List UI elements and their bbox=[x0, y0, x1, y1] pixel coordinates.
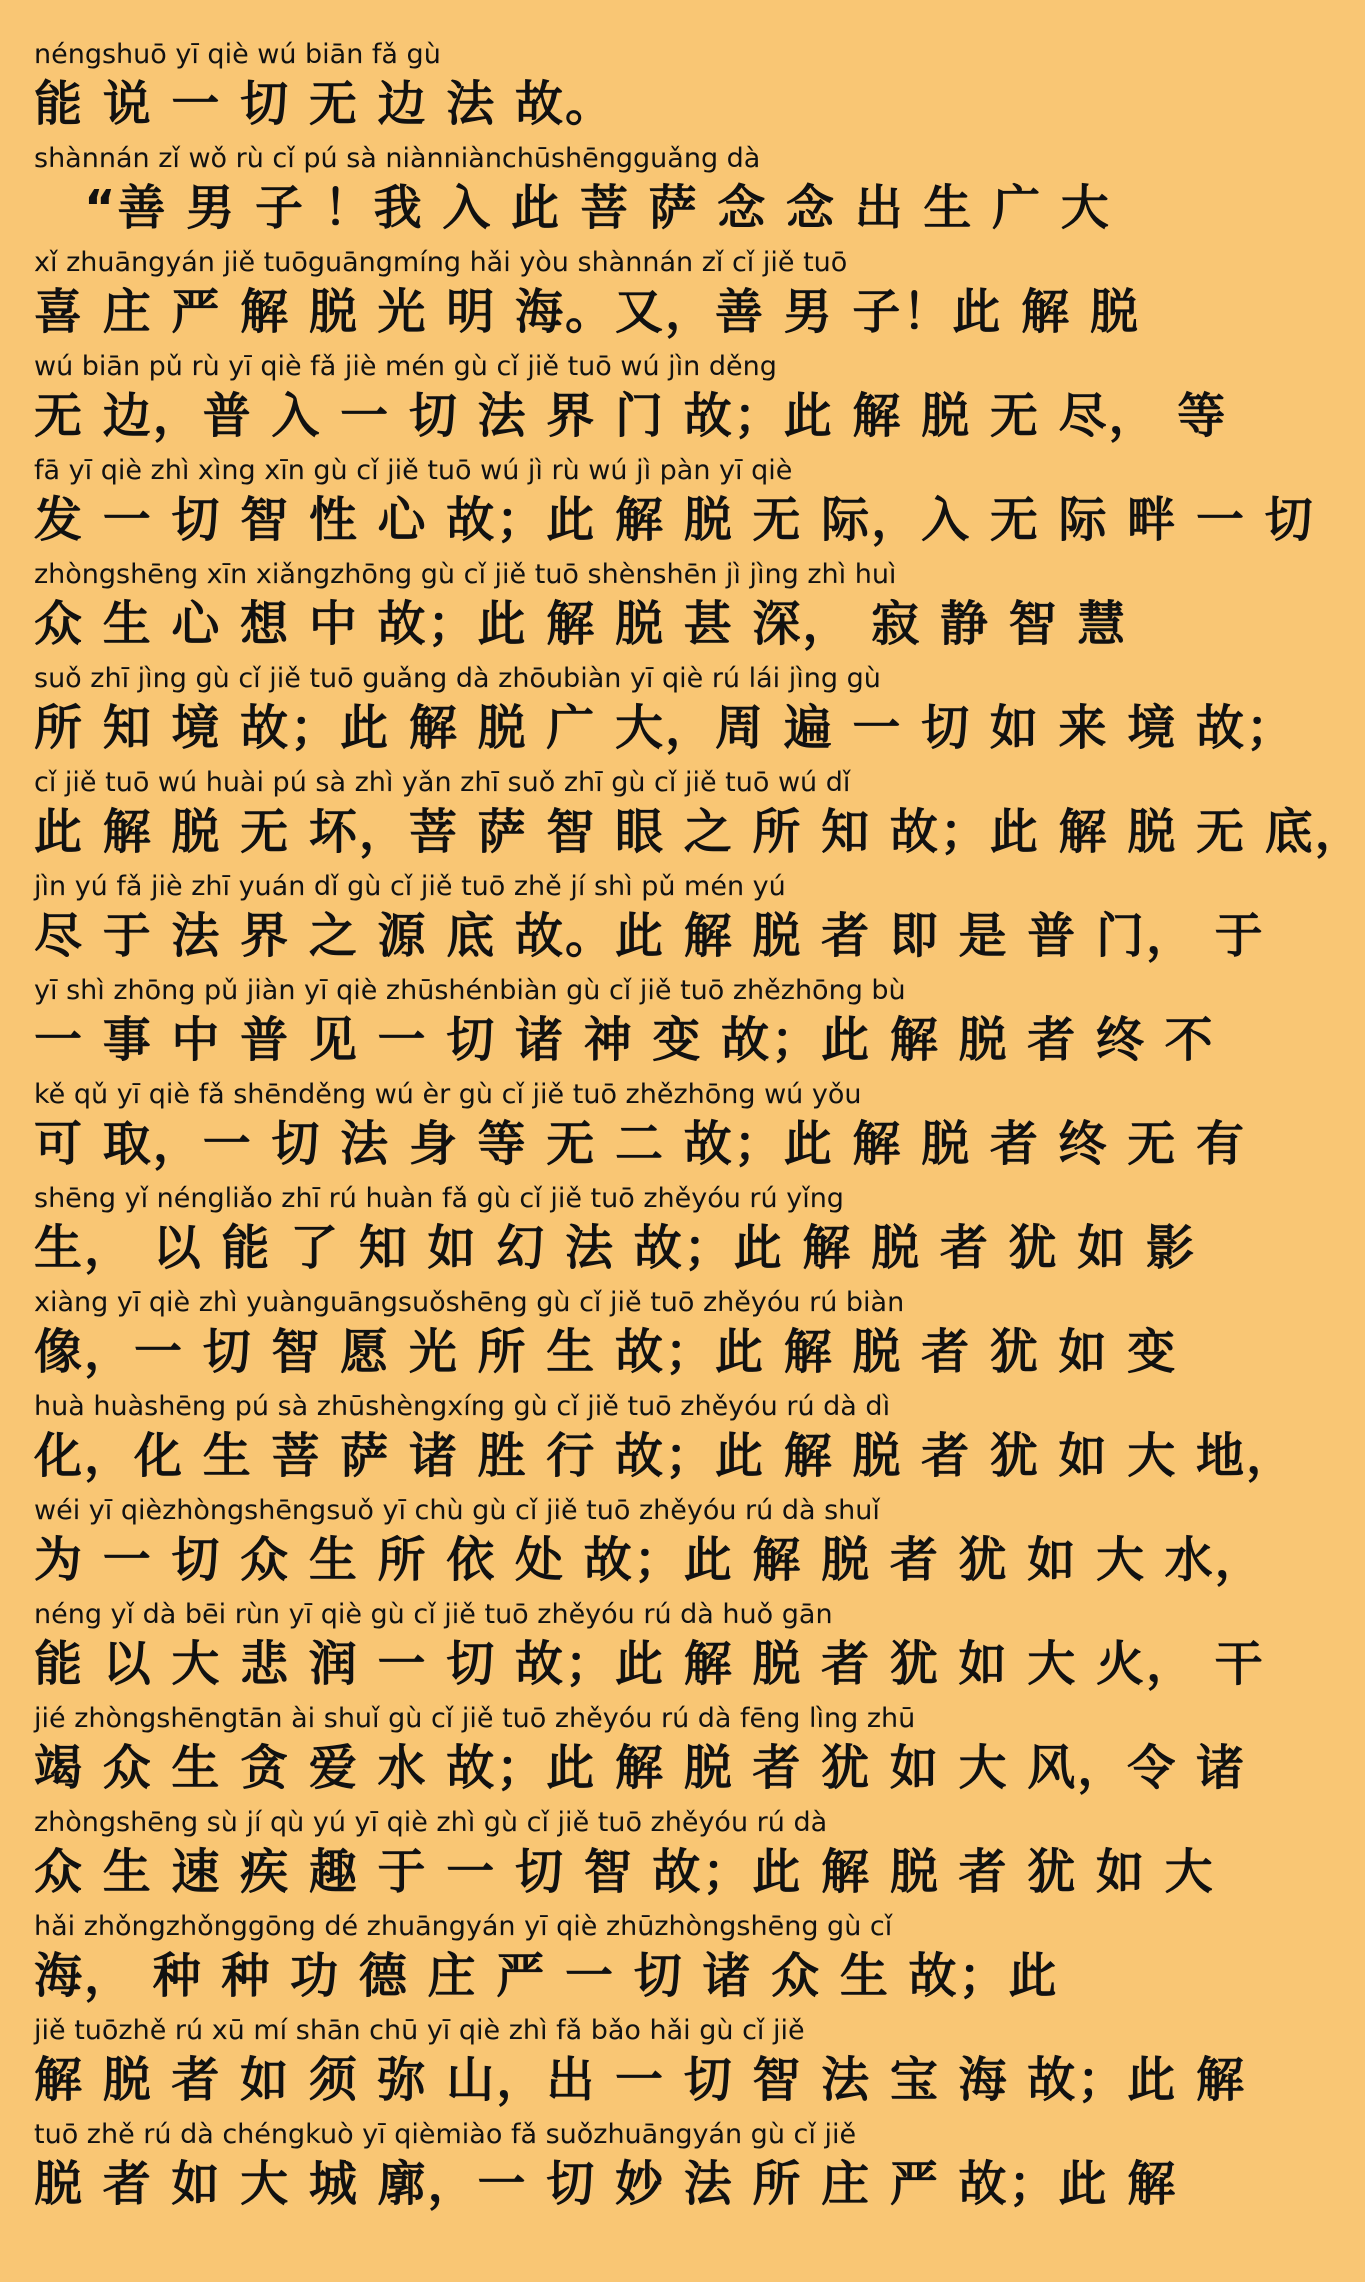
pinyin-text: cǐ jiě tuō wú huài pú sà zhì yǎn zhī suǒ zhī gù cǐ jiě tuō wú dǐ bbox=[34, 767, 851, 798]
verse-line bbox=[0, 2118, 1178, 2222]
verse-line bbox=[0, 142, 1111, 246]
verse-line bbox=[0, 1598, 1265, 1702]
verse-line bbox=[0, 454, 1315, 558]
verse-line bbox=[0, 1390, 1296, 1494]
verse-line bbox=[0, 974, 1215, 1078]
hanzi-text: 为 一 切 众 生 所 依 处 故；此 解 脱 者 犹 如 大 水， bbox=[34, 1532, 1265, 1588]
pinyin-text: fā yī qiè zhì xìng xīn gù cǐ jiě tuō wú jì rù wú jì pàn yī qiè bbox=[34, 455, 793, 486]
verse-line bbox=[0, 1078, 1246, 1182]
pinyin-text: néngshuō yī qiè wú biān fǎ gù bbox=[34, 39, 441, 70]
hanzi-text: 脱 者 如 大 城 廓，一 切 妙 法 所 庄 严 故；此 解 bbox=[34, 2156, 1178, 2212]
hanzi-text: 解 脱 者 如 须 弥 山，出 一 切 智 法 宝 海 故；此 解 bbox=[34, 2052, 1246, 2108]
verse-line bbox=[0, 870, 1265, 974]
verse-line bbox=[0, 1286, 1178, 1390]
pinyin-text: huà huàshēng pú sà zhūshèngxíng gù cǐ jiě tuō zhěyóu rú dà dì bbox=[34, 1391, 891, 1422]
verse-line bbox=[0, 1182, 1196, 1286]
verse-line bbox=[0, 246, 1140, 350]
pinyin-text: jìn yú fǎ jiè zhī yuán dǐ gù cǐ jiě tuō zhě jí shì pǔ mén yú bbox=[34, 871, 786, 902]
pinyin-text: shànnán zǐ wǒ rù cǐ pú sà niànniànchūshēngguǎng dà bbox=[34, 143, 761, 174]
pinyin-text: zhòngshēng sù jí qù yú yī qiè zhì gù cǐ jiě tuō zhěyóu rú dà bbox=[34, 1807, 828, 1838]
pinyin-text: zhòngshēng xīn xiǎngzhōng gù cǐ jiě tuō shènshēn jì jìng zhì huì bbox=[34, 559, 897, 590]
pinyin-text: yī shì zhōng pǔ jiàn yī qiè zhūshénbiàn gù cǐ jiě tuō zhězhōng bù bbox=[34, 975, 906, 1006]
hanzi-text: 可 取，一 切 法 身 等 无 二 故；此 解 脱 者 终 无 有 bbox=[34, 1116, 1246, 1172]
verse-line bbox=[0, 766, 1365, 870]
hanzi-text: 发 一 切 智 性 心 故；此 解 脱 无 际，入 无 际 畔 一 切 bbox=[34, 492, 1315, 548]
hanzi-text: 众 生 速 疾 趣 于 一 切 智 故；此 解 脱 者 犹 如 大 bbox=[34, 1844, 1215, 1900]
hanzi-text: 此 解 脱 无 坏，菩 萨 智 眼 之 所 知 故；此 解 脱 无 底， bbox=[34, 804, 1365, 860]
hanzi-text: 无 边，普 入 一 切 法 界 门 故；此 解 脱 无 尽， 等 bbox=[34, 388, 1228, 444]
verse-line bbox=[0, 558, 1128, 662]
pinyin-text: suǒ zhī jìng gù cǐ jiě tuō guǎng dà zhōubiàn yī qiè rú lái jìng gù bbox=[34, 663, 881, 694]
verse-line bbox=[0, 1494, 1265, 1598]
hanzi-text: 像，一 切 智 愿 光 所 生 故；此 解 脱 者 犹 如 变 bbox=[34, 1324, 1178, 1380]
pinyin-text: wú biān pǔ rù yī qiè fǎ jiè mén gù cǐ jiě tuō wú jìn děng bbox=[34, 351, 777, 382]
verse-line bbox=[0, 1702, 1246, 1806]
hanzi-text: 化，化 生 菩 萨 诸 胜 行 故；此 解 脱 者 犹 如 大 地， bbox=[34, 1428, 1296, 1484]
pinyin-text: jié zhòngshēngtān ài shuǐ gù cǐ jiě tuō zhěyóu rú dà fēng lìng zhū bbox=[34, 1703, 916, 1734]
hanzi-text: 海， 种 种 功 德 庄 严 一 切 诸 众 生 故；此 bbox=[34, 1948, 1059, 2004]
pinyin-text: jiě tuōzhě rú xū mí shān chū yī qiè zhì fǎ bǎo hǎi gù cǐ jiě bbox=[34, 2015, 805, 2046]
hanzi-text: 所 知 境 故；此 解 脱 广 大，周 遍 一 切 如 来 境 故； bbox=[34, 700, 1296, 756]
pinyin-text: wéi yī qièzhòngshēngsuǒ yī chù gù cǐ jiě tuō zhěyóu rú dà shuǐ bbox=[34, 1495, 880, 1526]
verse-line bbox=[0, 662, 1296, 766]
hanzi-text: 尽 于 法 界 之 源 底 故。此 解 脱 者 即 是 普 门， 于 bbox=[34, 908, 1265, 964]
pinyin-text: néng yǐ dà bēi rùn yī qiè gù cǐ jiě tuō zhěyóu rú dà huǒ gān bbox=[34, 1599, 833, 1630]
pinyin-text: xiàng yī qiè zhì yuànguāngsuǒshēng gù cǐ jiě tuō zhěyóu rú biàn bbox=[34, 1287, 905, 1318]
pinyin-text: xǐ zhuāngyán jiě tuōguāngmíng hǎi yòu shànnán zǐ cǐ jiě tuō bbox=[34, 247, 848, 278]
hanzi-text: 竭 众 生 贪 爱 水 故；此 解 脱 者 犹 如 大 风，令 诸 bbox=[34, 1740, 1246, 1796]
pinyin-text: shēng yǐ néngliǎo zhī rú huàn fǎ gù cǐ jiě tuō zhěyóu rú yǐng bbox=[34, 1183, 844, 1214]
verse-line bbox=[0, 1910, 1080, 2014]
pinyin-text: tuō zhě rú dà chéngkuò yī qièmiào fǎ suǒzhuāngyán gù cǐ jiě bbox=[34, 2119, 857, 2150]
verse-line bbox=[0, 38, 1080, 142]
hanzi-text: 生， 以 能 了 知 如 幻 法 故；此 解 脱 者 犹 如 影 bbox=[34, 1220, 1196, 1276]
verse-line bbox=[0, 350, 1228, 454]
pinyin-text: hǎi zhǒngzhǒnggōng dé zhuāngyán yī qiè zhūzhòngshēng gù cǐ bbox=[34, 1911, 893, 1942]
hanzi-text: “善 男 子 ！我 入 此 菩 萨 念 念 出 生 广 大 bbox=[34, 180, 1111, 236]
hanzi-text: 能 以 大 悲 润 一 切 故；此 解 脱 者 犹 如 大 火， 干 bbox=[34, 1636, 1265, 1692]
hanzi-text: 喜 庄 严 解 脱 光 明 海。又，善 男 子！此 解 脱 bbox=[34, 284, 1140, 340]
hanzi-text: 能 说 一 切 无 边 法 故。 bbox=[34, 76, 615, 132]
hanzi-text: 一 事 中 普 见 一 切 诸 神 变 故；此 解 脱 者 终 不 bbox=[34, 1012, 1215, 1068]
hanzi-text: 众 生 心 想 中 故；此 解 脱 甚 深， 寂 静 智 慧 bbox=[34, 596, 1128, 652]
verse-line bbox=[0, 1806, 1215, 1910]
pinyin-text: kě qǔ yī qiè fǎ shēnděng wú èr gù cǐ jiě tuō zhězhōng wú yǒu bbox=[34, 1079, 862, 1110]
verse-line bbox=[0, 2014, 1246, 2118]
